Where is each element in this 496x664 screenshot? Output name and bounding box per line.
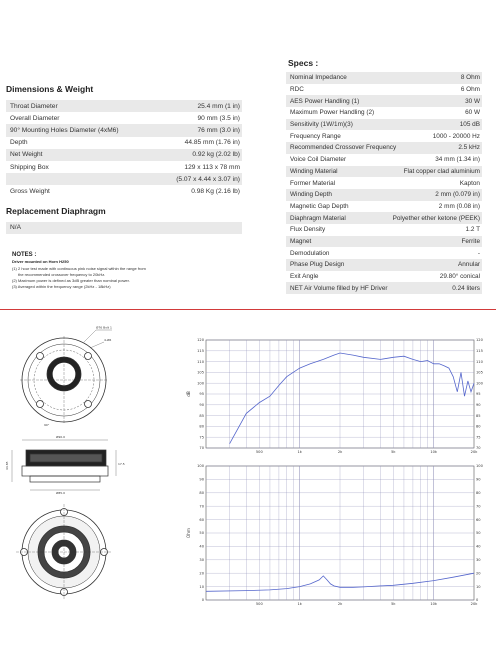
x-tick-label: 20k	[470, 450, 478, 454]
y-tick-label-right: 50	[476, 531, 481, 536]
spec-label: Frequency Range	[290, 132, 341, 140]
y-tick-label-right: 115	[476, 349, 483, 353]
spec-value: 25.4 mm (1 in)	[197, 102, 240, 110]
spec-row	[6, 100, 242, 112]
specs-title: Specs :	[288, 58, 319, 68]
bolt-circle-label: Ø76 Bolt 1	[96, 325, 112, 330]
spec-label: NET Air Volume filled by HF Driver	[290, 284, 388, 292]
spec-value: 60 W	[465, 109, 480, 117]
spec-value: 44.85 mm (1.76 in)	[184, 139, 240, 147]
spec-label: Shipping Box	[10, 163, 49, 171]
spec-label: RDC	[290, 86, 304, 94]
y-tick-label: 115	[197, 349, 204, 353]
y-tick-label-right: 90	[476, 403, 481, 407]
replacement-table	[6, 222, 242, 234]
spec-value: 30 W	[465, 97, 480, 105]
top-view-drawing	[20, 330, 112, 424]
spec-value: (5.07 x 4.44 x 3.07 in)	[176, 175, 240, 183]
x-tick-label: 10k	[430, 450, 437, 454]
x-tick-label: 500	[255, 602, 263, 606]
spec-label: Sensitivity (1W/1m)(3)	[290, 121, 353, 129]
specs-section	[286, 58, 482, 294]
y-tick-label: 60	[199, 517, 204, 522]
dimensions-title: Dimensions & Weight	[6, 84, 94, 94]
y-tick-label-right: 100	[476, 464, 483, 469]
spec-value: Flat copper clad aluminium	[403, 167, 480, 175]
spec-row	[286, 259, 482, 271]
spec-value: 0.98 Kg (2.16 lb)	[191, 187, 240, 195]
spec-value: -	[477, 249, 480, 257]
specs-table	[286, 72, 482, 294]
y-tick-label-right: 85	[476, 413, 481, 418]
spec-row	[286, 271, 482, 283]
spec-label: Voice Coil Diameter	[290, 156, 347, 164]
spec-label: AES Power Handling (1)	[290, 97, 360, 105]
spec-label: Flux Density	[290, 226, 326, 234]
y-tick-label-right: 75	[476, 435, 481, 440]
spec-row	[286, 247, 482, 259]
spec-row	[286, 130, 482, 142]
y-axis-title: dB	[186, 391, 191, 397]
spec-label: Demodulation	[290, 249, 330, 257]
depth-label: 44.85	[5, 461, 9, 470]
notes-title: NOTES :	[12, 252, 37, 258]
y-tick-label: 70	[199, 446, 204, 451]
spec-value: 105 dB	[459, 121, 480, 129]
y-tick-label: 110	[197, 359, 204, 364]
y-tick-label: 75	[199, 435, 204, 440]
note-line: (2) Maximum power is defined as 3dB greater than nominal power.	[12, 278, 130, 283]
bottom-view-drawing	[16, 504, 112, 600]
y-tick-label: 10	[199, 584, 204, 589]
spec-value: 0.24 liters	[452, 284, 480, 292]
impedance-chart	[184, 460, 484, 612]
spec-label: Former Material	[290, 179, 336, 187]
spec-value: 0.92 kg (2.02 lb)	[192, 151, 240, 159]
hole-label: 4-Ø6	[104, 338, 112, 342]
spec-row	[286, 201, 482, 213]
spec-label: 90° Mounting Holes Diameter (4xM6)	[10, 126, 119, 134]
y-tick-label-right: 120	[476, 338, 483, 343]
spec-value: 90 mm (3.5 in)	[197, 114, 240, 122]
y-tick-label: 80	[199, 491, 204, 495]
side-view-drawing	[12, 440, 116, 490]
spec-row	[286, 142, 482, 154]
spec-label: Phase Plug Design	[290, 261, 345, 269]
y-tick-label: 40	[199, 544, 204, 549]
y-tick-label: 0	[201, 598, 204, 603]
y-tick-label: 20	[199, 571, 204, 576]
spec-row	[286, 224, 482, 236]
y-tick-label-right: 90	[476, 477, 481, 482]
spec-label: Exit Angle	[290, 273, 319, 281]
spec-value: 6 Ohm	[460, 86, 480, 94]
spec-label: N/A	[10, 224, 21, 232]
spec-row	[6, 173, 242, 185]
y-tick-label: 90	[199, 403, 204, 407]
spec-row	[6, 112, 242, 124]
note-line: (1) 2 hour test made with continuous pink noise signal within the range from	[12, 266, 146, 271]
spec-label: Diaphragm Material	[290, 214, 346, 222]
spec-value: 76 mm (3.0 in)	[197, 126, 240, 134]
frequency-response-svg	[184, 334, 484, 460]
section-divider	[0, 309, 496, 310]
x-tick-label: 10k	[430, 602, 437, 606]
y-tick-label-right: 110	[476, 359, 483, 364]
spec-value: 2 mm (0.079 in)	[435, 191, 480, 199]
spec-label: Winding Material	[290, 167, 338, 175]
x-tick-label: 20k	[470, 602, 478, 606]
spec-row	[286, 107, 482, 119]
y-axis-title: Ohm	[186, 527, 191, 539]
spec-row	[286, 95, 482, 107]
spec-row	[286, 166, 482, 178]
spec-row	[286, 84, 482, 96]
y-tick-label-right: 70	[476, 446, 481, 451]
y-tick-label: 120	[197, 338, 204, 343]
inner-dia-label: Ø85.0	[56, 491, 66, 495]
y-tick-label-right: 0	[476, 598, 479, 603]
spec-value: 129 x 113 x 78 mm	[184, 163, 240, 171]
spec-row	[6, 149, 242, 161]
spec-row	[6, 185, 242, 197]
y-tick-label-right: 105	[476, 370, 483, 375]
x-tick-label: 1k	[297, 602, 302, 606]
spec-value: 34 mm (1.34 in)	[435, 156, 480, 164]
dimensions-section	[6, 84, 242, 234]
spec-value: 2.5 kHz	[458, 144, 480, 152]
y-tick-label: 100	[197, 464, 204, 469]
angle-label: 90°	[44, 423, 50, 427]
spec-label: Gross Weight	[10, 187, 50, 195]
x-tick-label: 5k	[391, 450, 396, 454]
y-tick-label: 85	[199, 413, 204, 418]
x-tick-label: 2k	[337, 450, 343, 454]
spec-label: Depth	[10, 139, 28, 147]
y-tick-label-right: 60	[476, 517, 481, 522]
spec-row	[286, 154, 482, 166]
spec-label: Winding Depth	[290, 191, 332, 199]
impedance-svg	[184, 460, 484, 612]
spec-row	[286, 119, 482, 131]
note-line: (3) Averaged within the frequency range (2kHz - 18kHz)	[12, 284, 111, 289]
spec-value: 8 Ohm	[460, 74, 480, 82]
dimensions-table	[6, 100, 242, 198]
spec-row	[6, 137, 242, 149]
y-tick-label: 70	[199, 504, 204, 509]
note-line: the recommended crossover frequency to 20kHz.	[18, 272, 106, 277]
notes-section	[12, 252, 252, 290]
y-tick-label: 90	[199, 477, 204, 482]
spec-row	[6, 124, 242, 136]
x-tick-label: 2k	[337, 602, 343, 606]
spec-value: Kapton	[459, 179, 480, 187]
spec-label: Maximum Power Handling (2)	[290, 109, 375, 117]
y-tick-label: 50	[199, 531, 204, 536]
spec-value: Ferrite	[461, 237, 480, 245]
notes-subtitle: Driver mounted on Horn H250	[12, 259, 69, 264]
y-tick-label-right: 30	[476, 558, 481, 562]
y-tick-label: 100	[197, 381, 204, 386]
spec-label: Nominal Impedance	[290, 74, 347, 82]
y-tick-label-right: 80	[476, 491, 481, 495]
outer-dia-label: Ø90.0	[56, 435, 66, 439]
technical-drawing	[0, 322, 150, 622]
x-tick-label: 5k	[391, 602, 396, 606]
y-tick-label-right: 10	[476, 584, 481, 589]
y-tick-label-right: 40	[476, 544, 481, 549]
spec-row	[286, 72, 482, 84]
spec-label: Magnet	[290, 237, 312, 245]
x-tick-label: 1k	[297, 450, 302, 454]
y-tick-label-right: 100	[476, 381, 483, 386]
spec-label: Recommended Crossover Frequency	[290, 144, 397, 152]
spec-row	[286, 189, 482, 201]
y-tick-label-right: 80	[476, 424, 481, 429]
spec-value: Annular	[457, 261, 480, 269]
y-tick-label-right: 70	[476, 504, 481, 509]
y-tick-label: 80	[199, 424, 204, 429]
spec-label: Magnetic Gap Depth	[290, 202, 349, 210]
spec-label: Overall Diameter	[10, 114, 60, 122]
spec-row	[286, 282, 482, 294]
spec-value: 1.2 T	[465, 226, 480, 234]
spec-row	[286, 236, 482, 248]
y-tick-label: 105	[197, 370, 204, 375]
frequency-response-chart	[184, 334, 484, 460]
y-tick-label-right: 20	[476, 571, 481, 576]
y-tick-label: 30	[199, 558, 204, 562]
spec-value: 2 mm (0.08 in)	[438, 202, 480, 210]
side-dim-label: 17.5	[118, 462, 125, 466]
spec-row	[286, 212, 482, 224]
y-tick-label: 95	[199, 392, 204, 397]
spec-label: Net Weight	[10, 151, 43, 159]
spec-row	[286, 177, 482, 189]
spec-label: Throat Diameter	[10, 102, 58, 110]
spec-value: Polyether ether ketone (PEEK)	[392, 214, 480, 222]
x-tick-label: 500	[255, 450, 263, 454]
y-tick-label-right: 95	[476, 392, 481, 397]
spec-value: 29.80° conical	[439, 273, 480, 281]
spec-row	[6, 161, 242, 173]
spec-value: 1000 - 20000 Hz	[432, 132, 480, 140]
replacement-title: Replacement Diaphragm	[6, 205, 106, 216]
spec-row	[6, 222, 242, 234]
